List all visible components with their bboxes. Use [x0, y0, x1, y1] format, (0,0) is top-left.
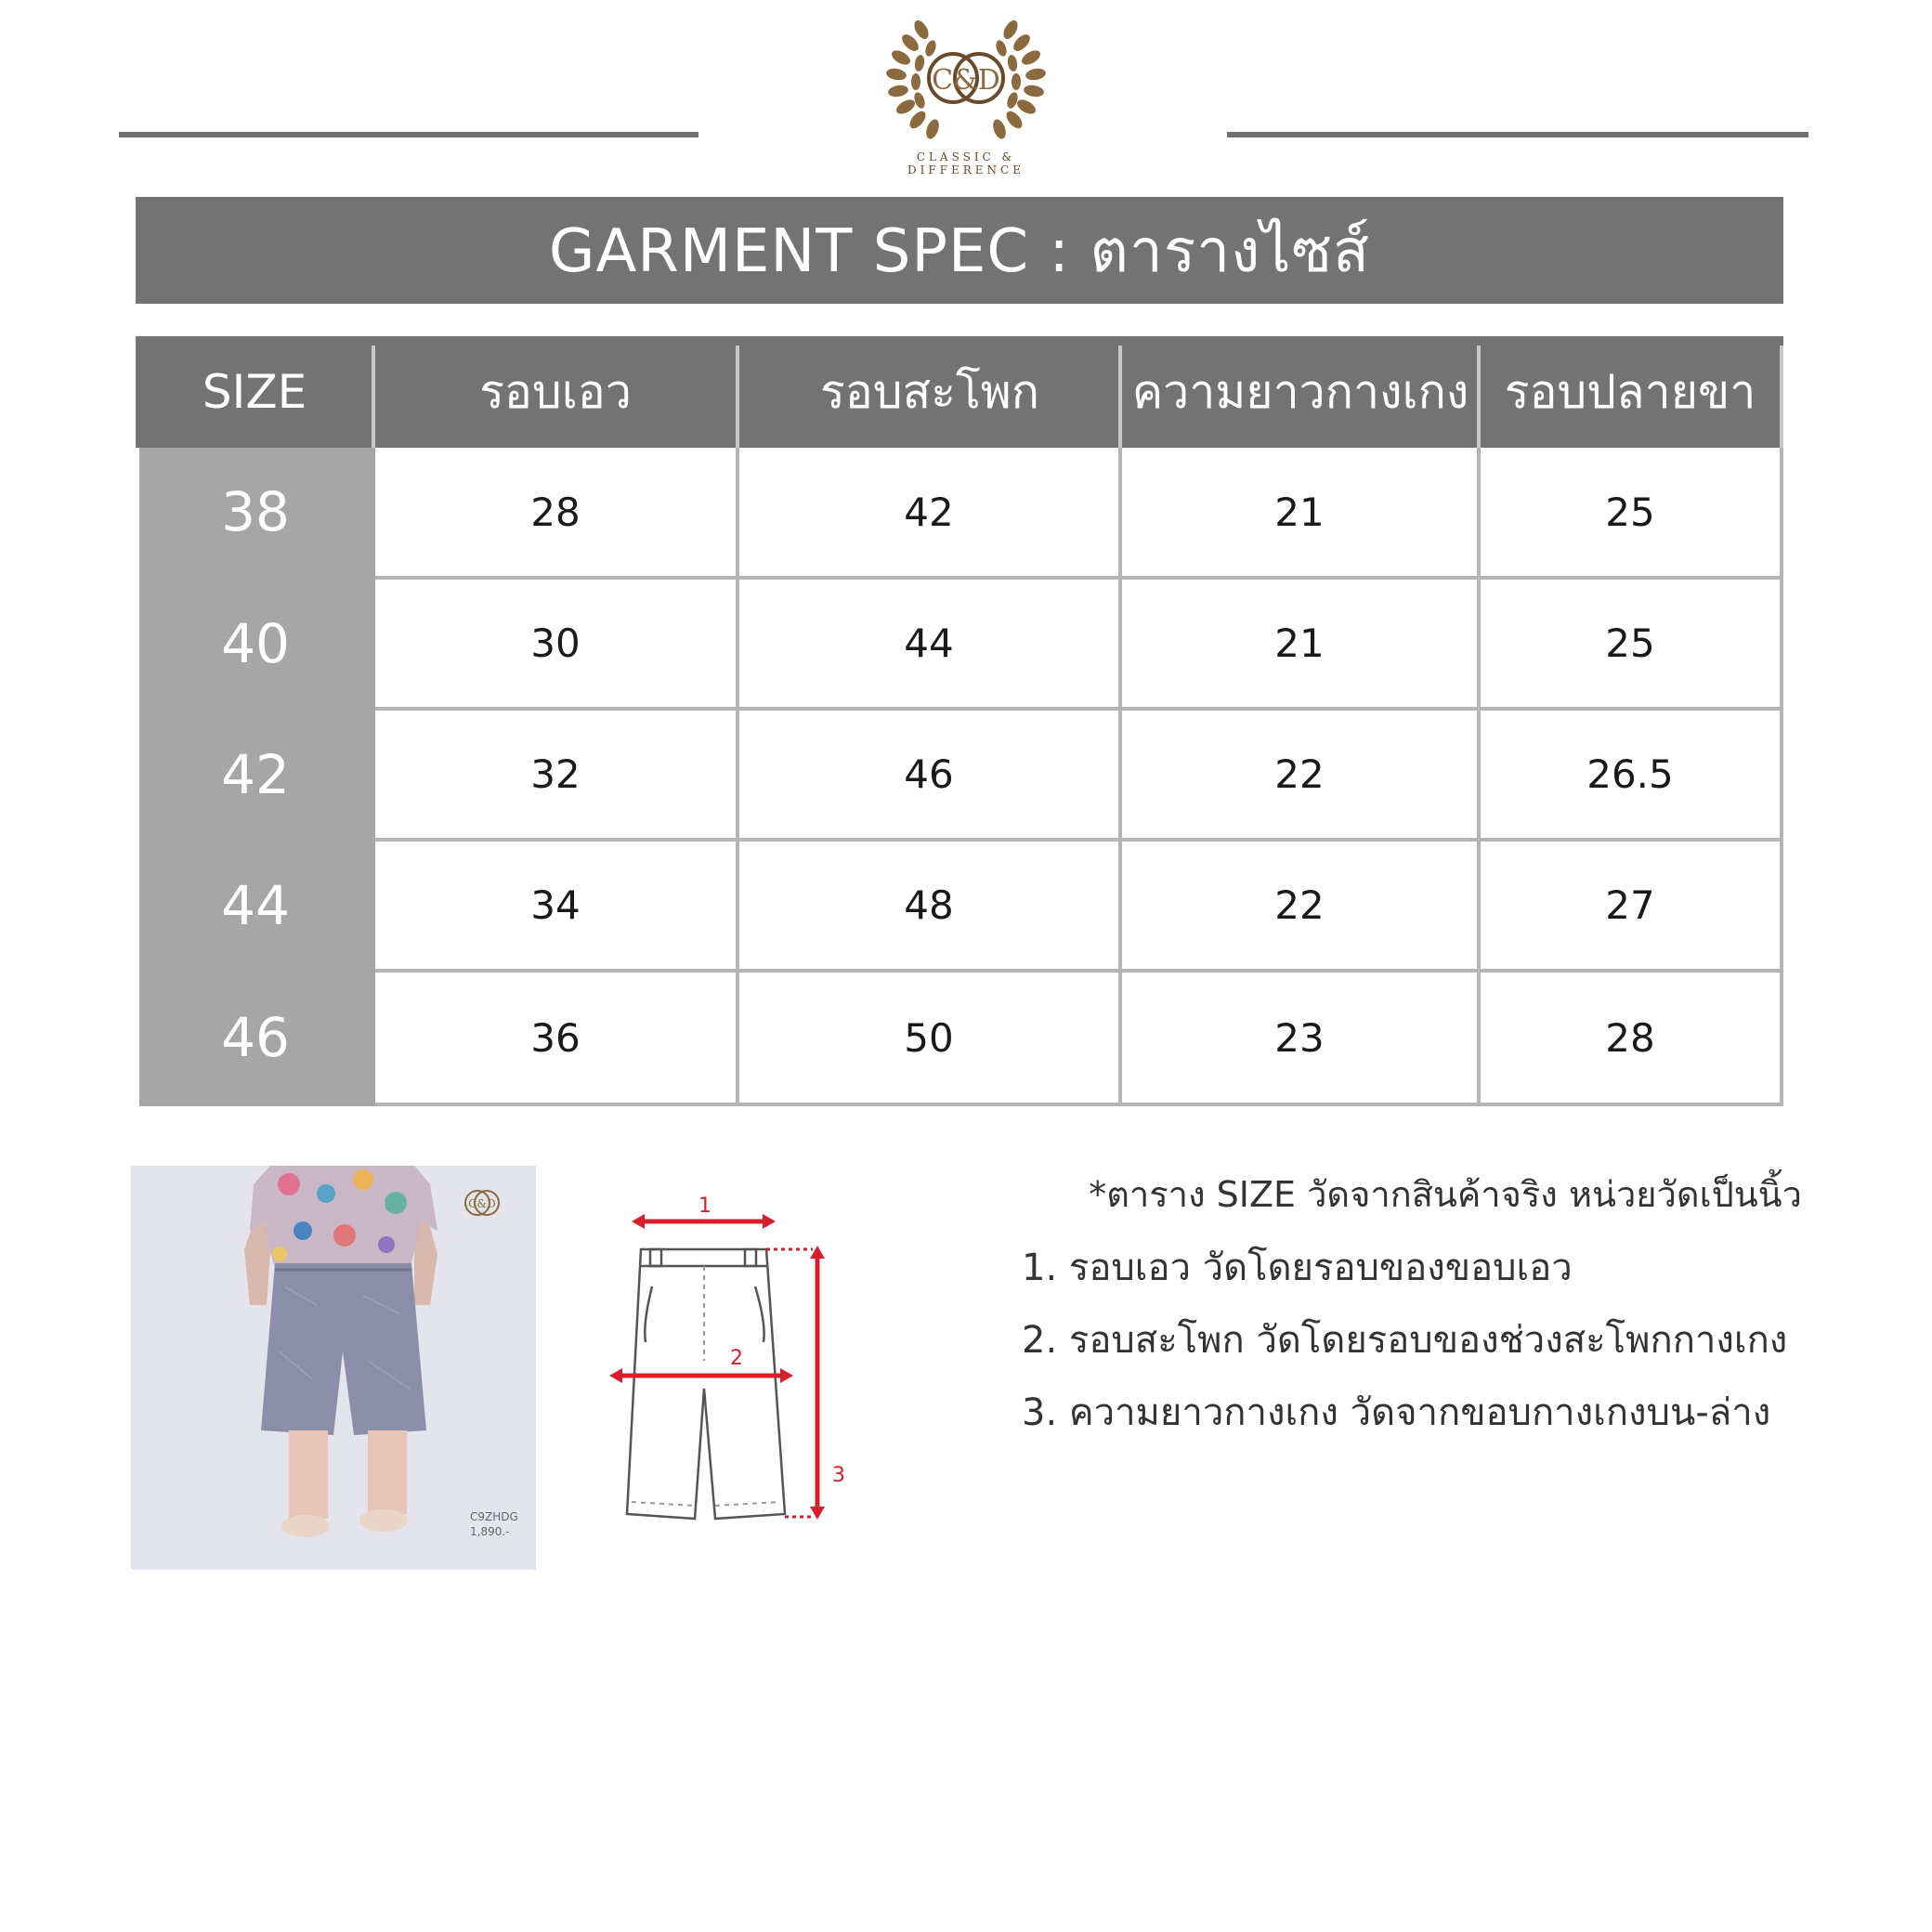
hip-cell: 50 [904, 1014, 954, 1061]
size-cell: 40 [221, 611, 290, 675]
size-cell: 46 [221, 1006, 290, 1069]
measurement-diagram [585, 1194, 864, 1551]
length-cell: 22 [1274, 882, 1325, 928]
note-item: 2. รอบสะโพก วัดโดยรอบของช่วงสะโพกกางเกง [1022, 1319, 1788, 1362]
brand-logo [873, 11, 1059, 176]
length-cell: 21 [1274, 489, 1325, 535]
brand-tagline: CLASSIC & DIFFERENCE [907, 150, 1025, 176]
diagram-label: 2 [730, 1347, 743, 1370]
header-leg-opening: รอบปลายขา [1504, 364, 1756, 419]
header-length: ความยาวกางเกง [1131, 364, 1469, 419]
length-cell: 22 [1274, 751, 1325, 797]
header-divider [1477, 346, 1481, 448]
size-cell: 38 [221, 480, 290, 543]
leg-opening-cell: 28 [1605, 1014, 1655, 1061]
header-divider [736, 346, 739, 448]
note-item: 3. ความยาวกางเกง วัดจากขอบกางเกงบน-ล่าง [1022, 1391, 1771, 1434]
length-cell: 23 [1274, 1014, 1325, 1061]
grid-line [375, 1103, 1783, 1106]
size-cell: 42 [221, 742, 290, 806]
waist-cell: 34 [530, 882, 581, 928]
header-waist: รอบเอว [479, 364, 632, 419]
notes-heading: *ตาราง SIZE วัดจากสินค้าจริง หน่วยวัดเป็นนิ้ว [1089, 1174, 1802, 1215]
header-divider [372, 346, 375, 448]
waist-cell: 32 [530, 751, 581, 797]
hip-cell: 42 [904, 489, 954, 535]
grid-line [1780, 448, 1783, 1106]
hip-cell: 48 [904, 882, 954, 928]
laurel-wreath-icon [873, 11, 1059, 150]
waist-cell: 28 [530, 489, 581, 535]
measurement-notes [1022, 1166, 1802, 1455]
photo-brand-mark: C&D [468, 1197, 496, 1210]
leg-opening-cell: 27 [1605, 882, 1655, 928]
waist-cell: 30 [530, 620, 581, 666]
header-divider [1118, 346, 1122, 448]
note-item: 1. รอบเอว วัดโดยรอบของขอบเอว [1022, 1247, 1573, 1289]
header-line-left [119, 132, 698, 137]
hip-cell: 46 [904, 751, 954, 797]
page-title [136, 197, 1783, 304]
header-size: SIZE [202, 365, 307, 419]
product-price: 1,890.- [470, 1525, 510, 1538]
header-hip: รอบสะโพก [819, 364, 1040, 419]
diagram-label: 1 [698, 1194, 711, 1218]
product-code: C9ZHDG [470, 1510, 518, 1523]
length-cell: 21 [1274, 620, 1325, 666]
header-divider [1780, 346, 1783, 448]
waist-cell: 36 [530, 1014, 581, 1061]
size-table [136, 336, 1783, 1106]
leg-opening-cell: 26.5 [1586, 751, 1674, 797]
leg-opening-cell: 25 [1605, 620, 1655, 666]
leg-opening-cell: 25 [1605, 489, 1655, 535]
product-photo [131, 1166, 536, 1570]
page-title-text: GARMENT SPEC : ตารางไซส์ [548, 216, 1371, 286]
hip-cell: 44 [904, 620, 954, 666]
size-cell: 44 [221, 873, 290, 937]
logo-mark: C&D [932, 64, 1000, 97]
diagram-label: 3 [832, 1464, 845, 1487]
header-line-right [1227, 132, 1808, 137]
